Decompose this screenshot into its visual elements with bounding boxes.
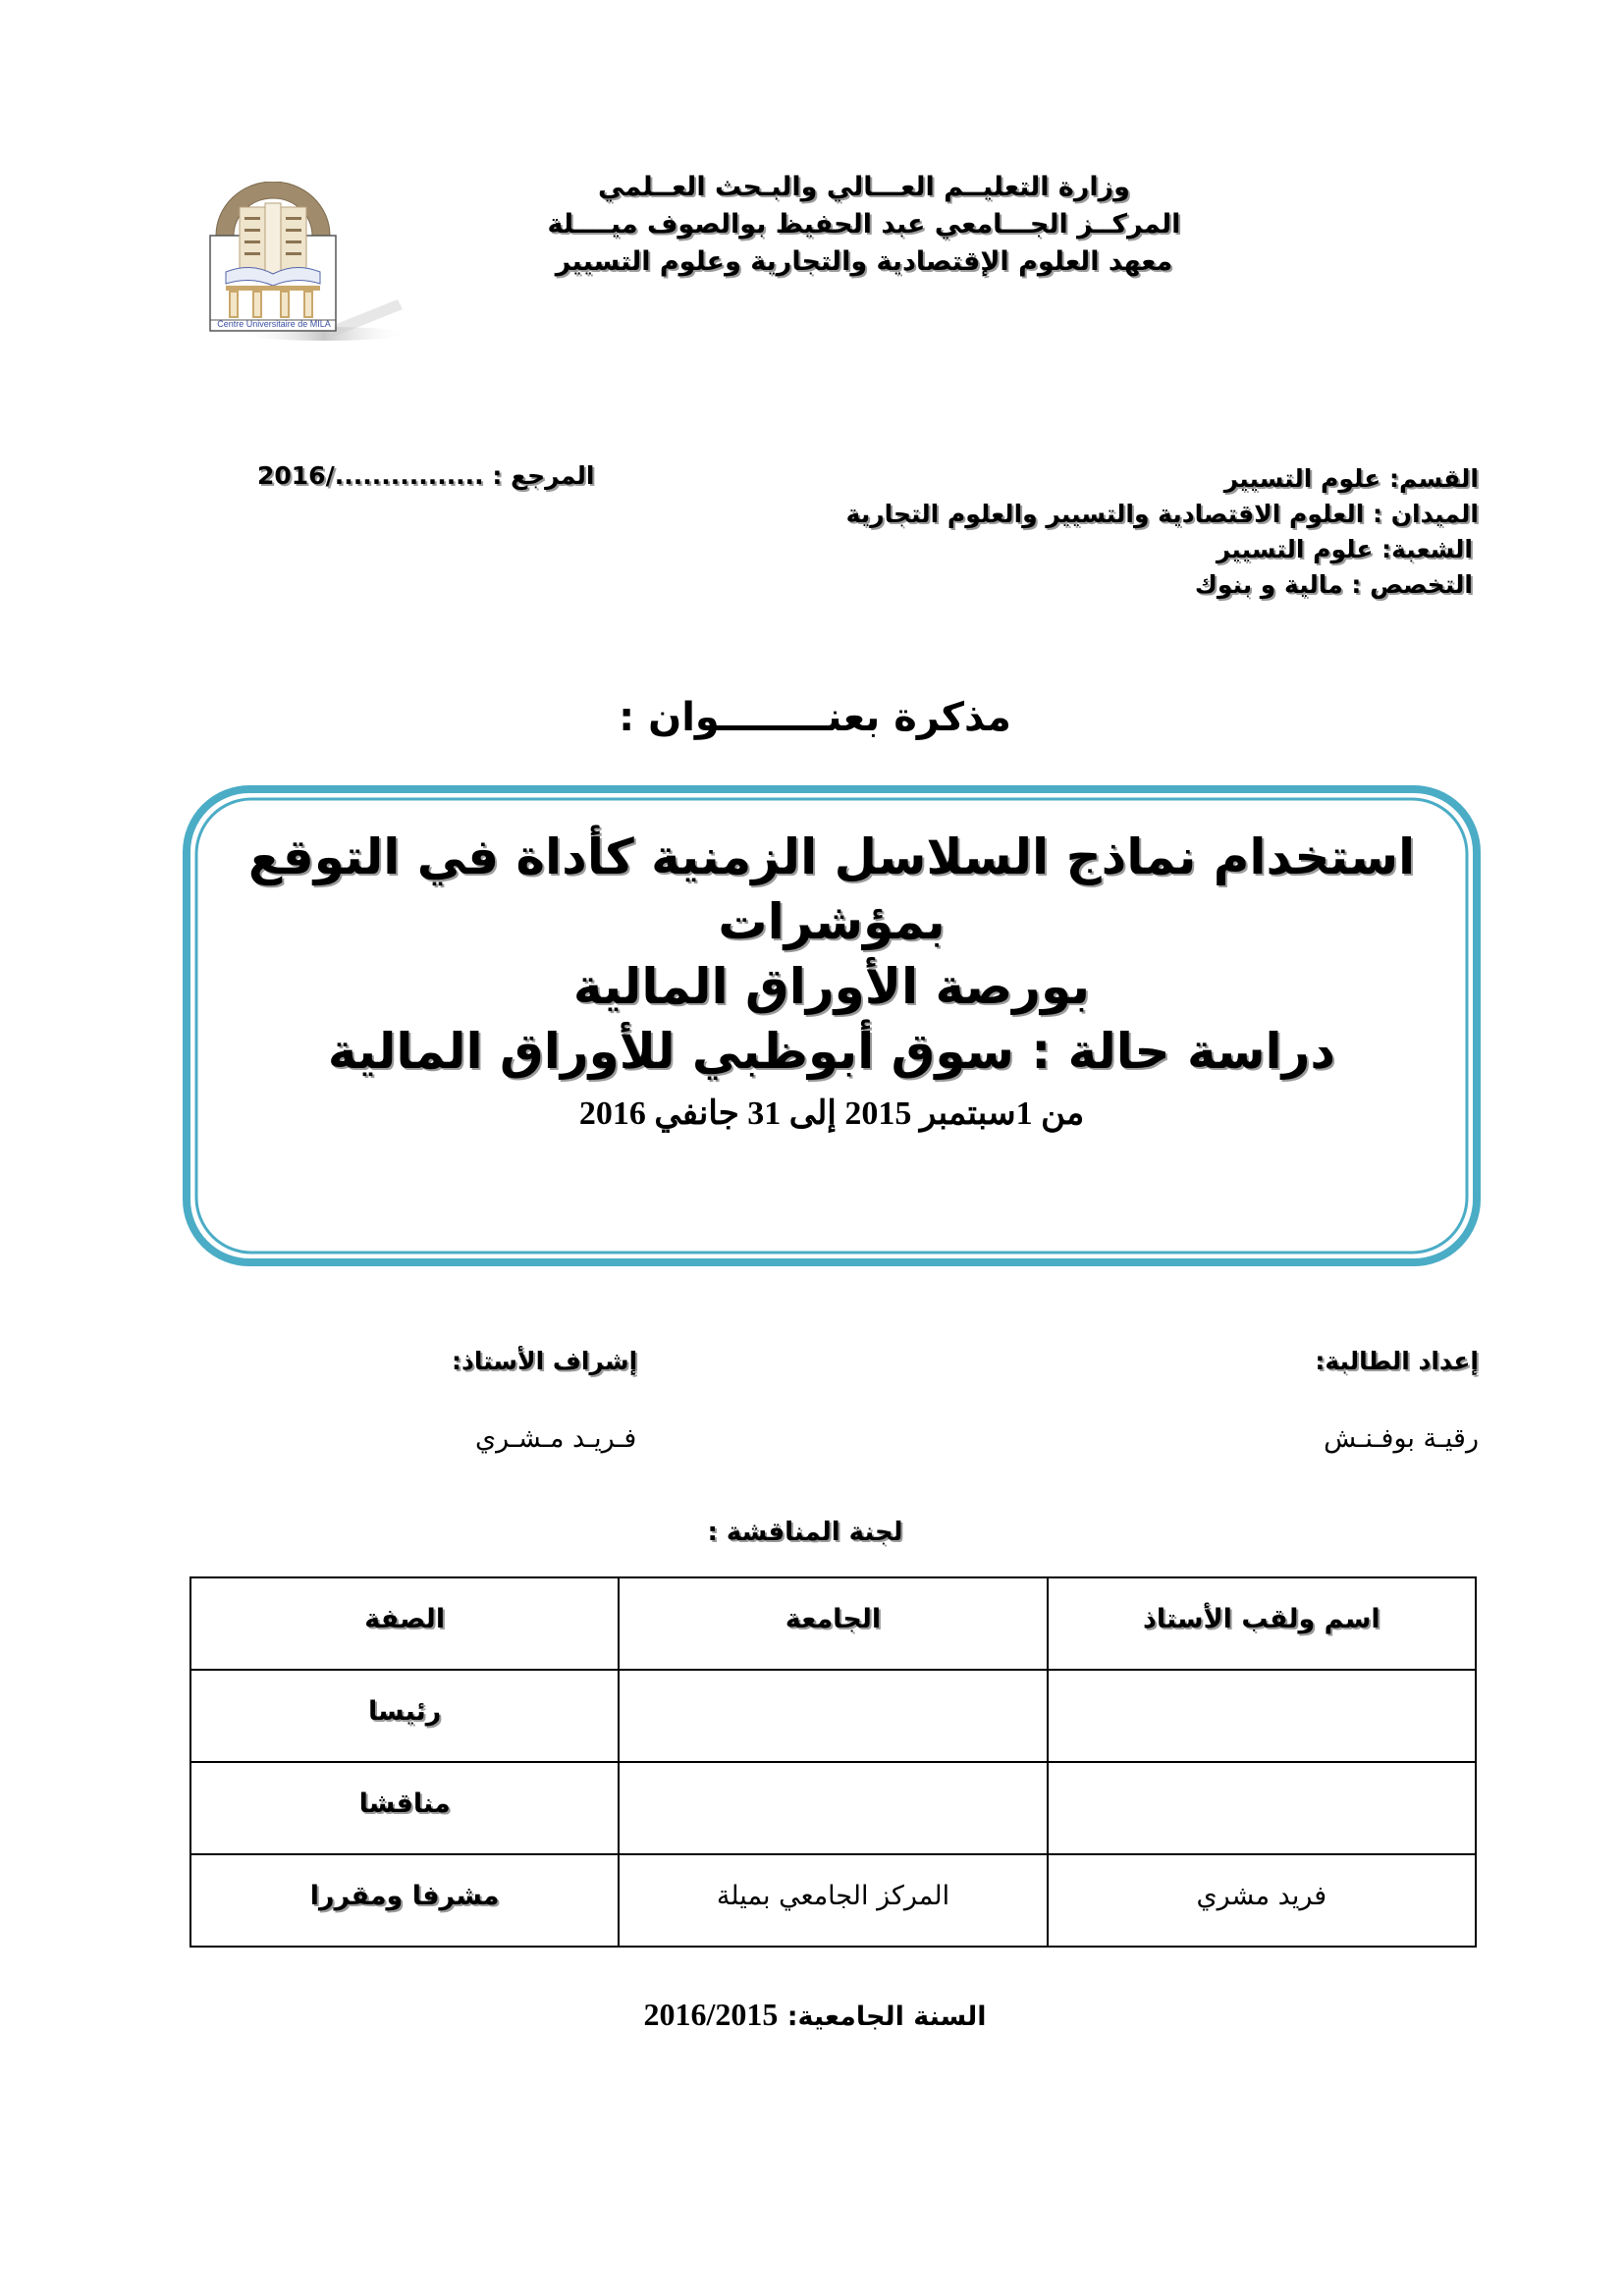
- table-row: [190, 1854, 1476, 1947]
- title-line-3: بورصة الأوراق المالية: [572, 958, 1091, 1015]
- ministry-name: وزارة التعليــم العـــالي والبـحث العــلمي: [598, 172, 1130, 202]
- cell-name: فريد مشري: [1048, 1854, 1476, 1947]
- title-line-1: استخدام نماذج السلاسل الزمنية كأداة في التوقع: [247, 828, 1416, 885]
- supervisor-label: إشراف الأستاذ:: [452, 1347, 638, 1375]
- institute-name: معهد العلوم الإقتصادية والتجارية وعلوم التسيير: [555, 246, 1173, 277]
- field: الميدان : العلوم الاقتصادية والتسيير والعلوم التجارية: [845, 500, 1479, 528]
- title-line-2: بمؤشرات: [718, 893, 946, 950]
- cell-university: المركز الجامعي بميلة: [619, 1854, 1047, 1947]
- branch: الشعبة: علوم التسيير: [1216, 535, 1473, 563]
- student-label: إعداد الطالبة:: [1315, 1347, 1479, 1375]
- memo-heading: مذكرة بعنــــــــوان :: [619, 695, 1011, 740]
- department: القسم: علوم التسيير: [1223, 464, 1479, 493]
- title-line-4: دراسة حالة : سوق أبوظبي للأوراق المالية: [327, 1023, 1336, 1080]
- table-header-row: [190, 1577, 1476, 1670]
- logo-caption: Centre Universitaire de MILA: [217, 319, 331, 329]
- academic-year: [550, 1997, 1080, 2033]
- table-row: [190, 1762, 1476, 1854]
- thesis-title: [196, 825, 1467, 1139]
- supervisor-name: فـريـد مـشـري: [475, 1423, 637, 1454]
- student-name: رقيـة بوفـنـش: [1324, 1423, 1479, 1454]
- university-logo: [196, 182, 407, 344]
- committee-heading: لجنة المناقشة :: [707, 1518, 903, 1547]
- reference-number: المرجع : ................/2016: [257, 461, 595, 490]
- committee-table: [189, 1576, 1477, 1948]
- table-row: [190, 1670, 1476, 1762]
- cell-name: [1048, 1762, 1476, 1854]
- university-center-name: المركــز الجـــامعي عبد الحفيظ بوالصوف ميــــلة: [547, 209, 1181, 240]
- academic-year-value: 2016/2015: [643, 1997, 779, 2032]
- cell-university: [619, 1670, 1047, 1762]
- academic-info: [693, 461, 1479, 603]
- institution-header: [412, 169, 1316, 281]
- cell-role: مناقشا: [190, 1762, 619, 1854]
- header-role: الصفة: [190, 1577, 619, 1670]
- study-period: من 1سبتمبر 2015 إلى 31 جانفي 2016: [578, 1095, 1085, 1132]
- cell-role: رئيسا: [190, 1670, 619, 1762]
- specialty: التخصص : مالية و بنوك: [1194, 570, 1473, 599]
- header-name: اسم ولقب الأستاذ: [1048, 1577, 1476, 1670]
- cell-name: [1048, 1670, 1476, 1762]
- cell-university: [619, 1762, 1047, 1854]
- cell-role: مشرفا ومقررا: [190, 1854, 619, 1947]
- academic-year-label: السنة الجامعية:: [786, 2002, 987, 2032]
- header-university: الجامعة: [619, 1577, 1047, 1670]
